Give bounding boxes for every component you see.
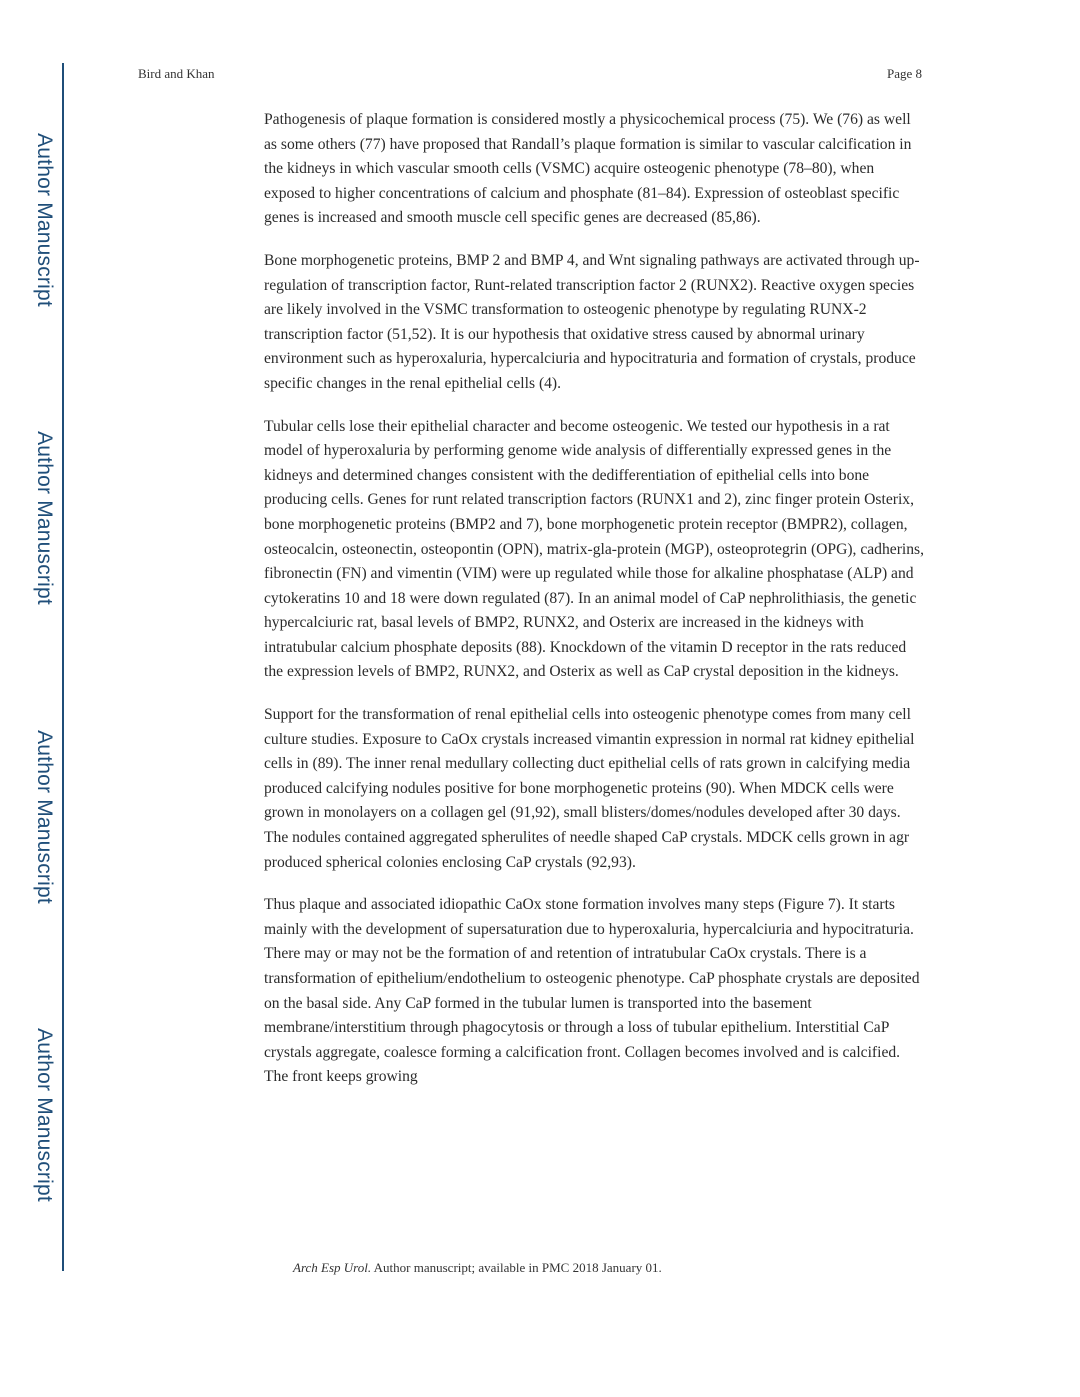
- paragraph: Tubular cells lose their epithelial character and become osteogenic. We tested our hypothesis in a rat model of hyperoxaluria by performing genome wide analysis of differentially expressed genes in the kidneys and determined changes consistent with the dedifferentiation of epithelial cells into bone producing cells. Genes for runt related transcription factors (RUNX1 and 2), zinc finger protein Osterix, bone morphogenetic proteins (BMP2 and 7), bone morphogenetic protein receptor (BMPR2), collagen, osteocalcin, osteonectin, osteopontin (OPN), matrix-gla-protein (MGP), osteoprotegrin (OPG), cadherins, fibronectin (FN) and vimentin (VIM) were up regulated while those for alkaline phosphatase (ALP) and cytokeratins 10 and 18 were down regulated (87). In an animal model of CaP nephrolithiasis, the genetic hypercalciuric rat, basal levels of BMP2, RUNX2, and Osterix are increased in the kidneys with intratubular calcium phosphate deposits (88). Knockdown of the vitamin D receptor in the rats reduced the expression levels of BMP2, RUNX2, and Osterix as well as CaP crystal deposition in the kidneys.: [264, 417, 924, 681]
- page-number: Page 8: [886, 66, 922, 81]
- running-head-authors: Bird and Khan: [138, 66, 215, 81]
- footer-note: Author manuscript; available in PMC 2018 January 01.: [371, 1260, 662, 1275]
- side-label-text: Author Manuscript: [33, 431, 56, 605]
- margin-rule: [62, 63, 64, 1271]
- article-body: [264, 108, 924, 1108]
- paragraph: Pathogenesis of plaque formation is considered mostly a physicochemical process (75). We (76) as well as some others (77) have proposed that Randall’s plaque formation is similar to vascular calcification in the kidneys in which vascular smooth cells (VSMC) acquire osteogenic phenotype (78–80), when exposed to higher concentrations of calcium and phosphate (81–84). Expression of osteoblast specific genes is increased and smooth muscle cell specific genes are decreased (85,86).: [264, 111, 912, 227]
- paragraph: Support for the transformation of renal epithelial cells into osteogenic phenotype comes from many cell culture studies. Exposure to CaOx crystals increased vimantin expression in normal rat kidney epithelial cells in (89). The inner renal medullary collecting duct epithelial cells of rats grown in calcifying media produced calcifying nodules positive for bone morphogenetic proteins (90). When MDCK cells were grown in monolayers on a collagen gel (91,92), small blisters/domes/nodules developed after 30 days. The nodules contained aggregated spherulites of needle shaped CaP crystals. MDCK cells grown in agr produced spherical colonies enclosing CaP crystals (92,93).: [264, 706, 915, 871]
- footer-journal: Arch Esp Urol.: [293, 1260, 372, 1275]
- side-label-text: Author Manuscript: [33, 133, 56, 307]
- side-label-text: Author Manuscript: [33, 1028, 56, 1202]
- paragraph: Bone morphogenetic proteins, BMP 2 and BMP 4, and Wnt signaling pathways are activated through up-regulation of transcription factor, Runt-related transcription factor 2 (RUNX2). Reactive oxygen species are likely involved in the VSMC transformation to osteogenic phenotype by regulating RUNX-2 transcription factor (51,52). It is our hypothesis that oxidative stress caused by abnormal urinary environment such as hyperoxaluria, hypercalciuria and hypocitraturia and formation of crystals, produce specific changes in the renal epithelial cells (4).: [264, 251, 920, 392]
- side-label-text: Author Manuscript: [33, 730, 56, 904]
- footer: [293, 1260, 662, 1276]
- paragraph: Thus plaque and associated idiopathic CaOx stone formation involves many steps (Figure 7). It starts mainly with the development of supersaturation due to hyperoxaluria, hypercalciuria and hypocitraturia. There may or may not be the formation of and retention of intratubular CaOx crystals. There is a transformation of epithelium/endothelium to osteogenic phenotype. CaP phosphate crystals are deposited on the basal side. Any CaP formed in the tubular lumen is transported into the basement membrane/interstitium through phagocytosis or through a loss of tubular epithelium. Interstitial CaP crystals aggregate, coalesce forming a calcification front. Collagen becomes involved and is calcified. The front keeps growing: [264, 896, 920, 1086]
